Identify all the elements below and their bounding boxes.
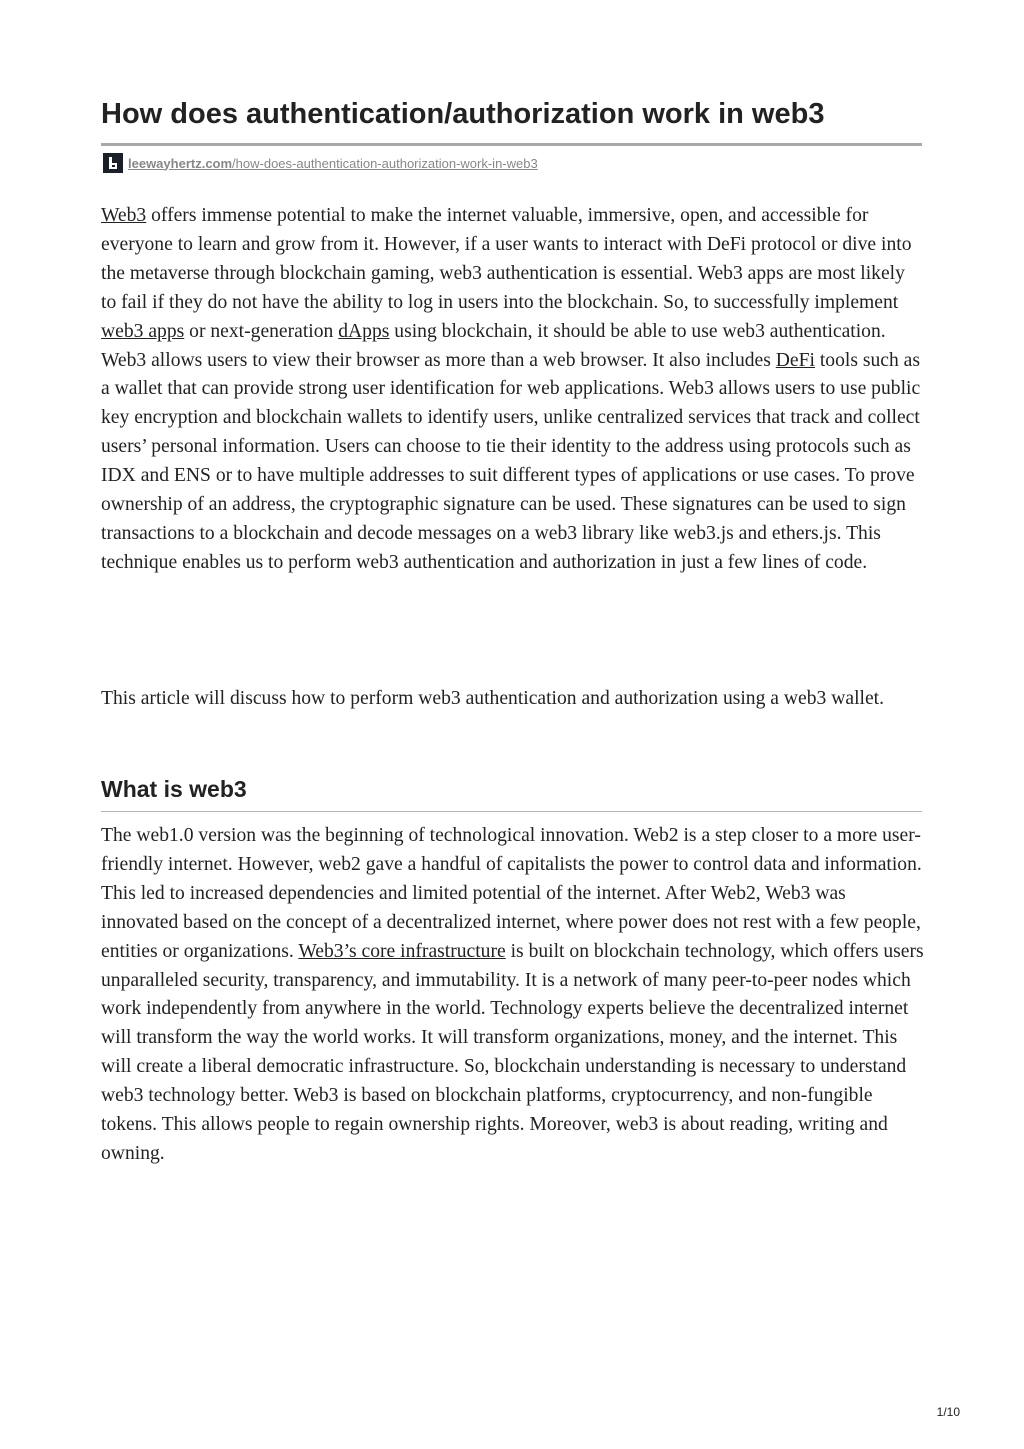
intro-text-3: using blockchain, it should be able to use web3 authentication. Web3 allows users to view their browser as more than a web browser. It also includes — [101, 320, 886, 371]
page-number: 1/10 — [936, 1405, 960, 1419]
title-divider — [101, 143, 922, 146]
intro-text-1: offers immense potential to make the internet valuable, immersive, open, and accessible for everyone to learn and grow from it. However, if a user wants to interact with DeFi protocol or dive into the metaverse through blockchain gaming, web3 authentication is essential. Web3 apps are most likely to fail if they do not have the ability to log in users into the blockchain. So, to successfully implement — [101, 205, 912, 313]
link-web3-apps[interactable]: web3 apps — [101, 320, 185, 342]
link-web3-core-infrastructure[interactable]: Web3’s core infrastructure — [298, 940, 506, 962]
link-dapps[interactable]: dApps — [338, 320, 390, 342]
page-title: How does authentication/authorization work in web3 — [101, 98, 825, 130]
link-defi[interactable]: DeFi — [775, 349, 815, 371]
intro-text-4: tools such as a wallet that can provide strong user identification for web applications. Web3 allows users to use public key encryption and blockchain wallets to identify users, unlike centralized services that track and collect users’ personal information. Users can choose to tie their identity to the address using protocols such as IDX and ENS or to have multiple addresses to suit different types of applications or use cases. To prove ownership of an address, the cryptographic signature can be used. These signatures can be used to sign transactions to a blockchain and decode messages on a web3 library like web3.js and ethers.js. This technique enables us to perform web3 authentication and authorization in just a few lines of code. — [101, 349, 921, 573]
source-link[interactable] — [128, 156, 538, 171]
section-divider — [101, 811, 922, 812]
intro-text-2: or next-generation — [184, 320, 339, 342]
source-domain: leewayhertz.com — [128, 155, 233, 171]
site-favicon-icon — [103, 153, 123, 173]
section-heading: What is web3 — [101, 776, 247, 802]
source-line — [103, 152, 538, 174]
web3-text-2: is built on blockchain technology, which offers users unparalleled security, transparency, and immutability. It is a network of many peer-to-peer nodes which work independently from anywhere in the world. Technology experts believe the decentralized internet will transform the way the world works. It will transform organizations, money, and the internet. This will create a liberal democratic infrastructure. So, blockchain understanding is necessary to understand web3 technology better. Web3 is based on blockchain platforms, cryptocurrency, and non-fungible tokens. This allows people to regain ownership rights. Moreover, web3 is about reading, writing and owning. — [101, 940, 924, 1164]
source-path: /how-does-authentication-authorization-work-in-web3 — [232, 155, 538, 171]
link-web3[interactable]: Web3 — [101, 205, 147, 226]
web3-paragraph — [101, 822, 924, 1169]
web3-text-1: The web1.0 version was the beginning of technological innovation. Web2 is a step closer to a more user-friendly internet. However, web2 gave a handful of capitalists the power to control data and information. This led to increased dependencies and limited potential of the internet. After Web2, Web3 was innovated based on the concept of a decentralized internet, where power does not rest with a few people, entities or organizations. — [101, 825, 922, 962]
article-summary-paragraph: This article will discuss how to perform web3 authentication and authorization using a web3 wallet. — [101, 688, 885, 709]
intro-paragraph — [101, 202, 924, 578]
